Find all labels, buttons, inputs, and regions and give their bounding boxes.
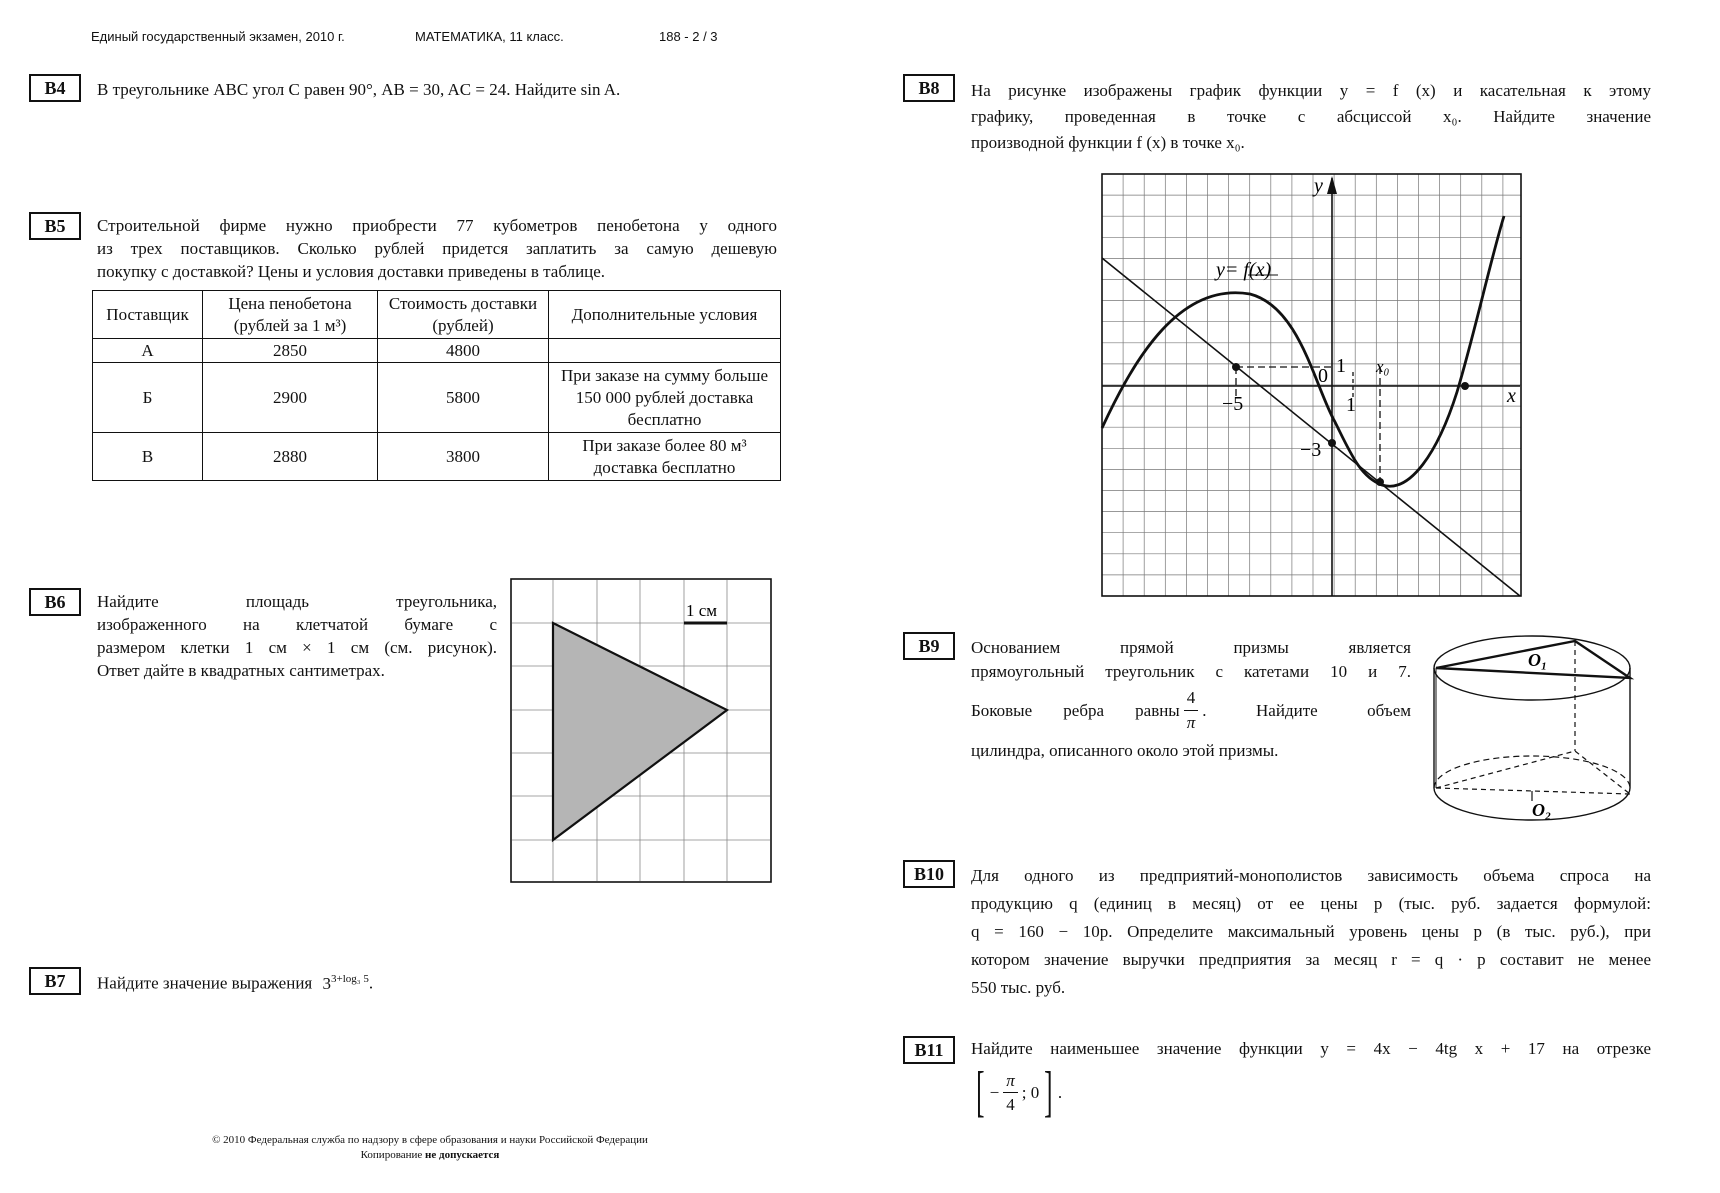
b6-line: размером клетки 1 см × 1 см (см. рисунок). bbox=[97, 638, 497, 657]
b9-text bbox=[971, 636, 1411, 763]
task-label-b8: B8 bbox=[903, 74, 955, 102]
b8-tick-neg5: −5 bbox=[1222, 393, 1244, 415]
bracket-left-icon: [ bbox=[976, 1061, 985, 1123]
footer-copy-notice bbox=[150, 1149, 710, 1161]
task-label-b9: B9 bbox=[903, 632, 955, 660]
header-page: 188 - 2 / 3 bbox=[659, 29, 718, 44]
b10-line: Для одного из предприятий-монополистов зависимость объема спроса на bbox=[971, 866, 1651, 885]
b6-grid-figure bbox=[510, 578, 772, 883]
task-label-b4: B4 bbox=[29, 74, 81, 102]
table-cell: В bbox=[93, 433, 203, 481]
b5-line: Строительной фирме нужно приобрести 77 кубометров пенобетона у одного bbox=[97, 216, 777, 235]
b11-fraction bbox=[1003, 1069, 1018, 1116]
b10-line: котором значение выручки предприятия за месяц r = q · p составит не менее bbox=[971, 950, 1651, 969]
b11-interval-right: ; 0 bbox=[1021, 1082, 1040, 1102]
b6-line: Ответ дайте в квадратных сантиметрах. bbox=[97, 661, 385, 680]
b11-tail: . bbox=[1057, 1082, 1063, 1102]
b6-text bbox=[97, 590, 497, 682]
task-label-b11: B11 bbox=[903, 1036, 955, 1064]
b7-question: Найдите значение выражения bbox=[97, 973, 313, 993]
task-label-b5: B5 bbox=[29, 212, 81, 240]
b9-o1-label: O₁ bbox=[1528, 650, 1548, 670]
b11-frac-den: 4 bbox=[1006, 1094, 1015, 1114]
table-cell: 3800 bbox=[378, 433, 549, 481]
footer-copy-bold: не допускается bbox=[425, 1149, 500, 1161]
b8-line: графику, проведенная в точке с абсциссой x₀. Найдите значение bbox=[971, 107, 1651, 126]
b4-text: В треугольнике ABC угол C равен 90°, AB = 30, AC = 24. Найдите sin A. bbox=[97, 80, 621, 99]
table-cell bbox=[549, 339, 781, 363]
table-cell: 2850 bbox=[203, 339, 378, 363]
table-cell: 2880 bbox=[203, 433, 378, 481]
b10-line: q = 160 − 10p. Определите максимальный уровень цены p (в тыс. руб.), при bbox=[971, 922, 1651, 941]
b7-text bbox=[97, 968, 373, 995]
table-cell: 2900 bbox=[203, 363, 378, 433]
table-row bbox=[93, 433, 781, 481]
b9-frac-num: 4 bbox=[1184, 686, 1199, 711]
task-label-b10: B10 bbox=[903, 860, 955, 888]
b10-text bbox=[971, 862, 1651, 1002]
b6-line: Найдите площадь треугольника, bbox=[97, 592, 497, 611]
b10-line: 550 тыс. руб. bbox=[971, 978, 1066, 997]
b11-interval-sign: − bbox=[989, 1082, 1000, 1102]
table-cell: 4800 bbox=[378, 339, 549, 363]
b11-interval bbox=[971, 1061, 1651, 1123]
b8-line: На рисунке изображены график функции y = f (x) и касательная к этому bbox=[971, 81, 1651, 100]
b8-y-arrow bbox=[1327, 176, 1337, 194]
b9-line: Основанием прямой призмы является bbox=[971, 638, 1411, 657]
table-header: Поставщик bbox=[93, 291, 203, 339]
b8-origin: 0 bbox=[1318, 365, 1328, 387]
b9-line3a: Боковые ребра равны bbox=[971, 700, 1180, 720]
b8-y-label: y bbox=[1314, 175, 1323, 197]
b9-line3b: . Найдите объем bbox=[1202, 700, 1411, 720]
table-cell: При заказе более 80 м³ доставка бесплатно bbox=[549, 433, 781, 481]
b11-line: Найдите наименьшее значение функции y = 4x − 4tg x + 17 на отрезке bbox=[971, 1039, 1651, 1058]
price-table bbox=[92, 290, 781, 481]
b9-line3 bbox=[971, 686, 1411, 735]
footer-copy-prefix: Копирование bbox=[360, 1149, 423, 1161]
table-header: Цена пенобетона (рублей за 1 м³) bbox=[203, 291, 378, 339]
b6-line: изображенного на клетчатой бумаге с bbox=[97, 615, 497, 634]
b11-text bbox=[971, 1037, 1651, 1123]
b9-cylinder-figure bbox=[1430, 626, 1635, 836]
b9-frac-den: π bbox=[1186, 713, 1196, 732]
b11-frac-num: π bbox=[1003, 1069, 1018, 1093]
header-subject: МАТЕМАТИКА, 11 класс. bbox=[415, 29, 564, 44]
table-cell: Б bbox=[93, 363, 203, 433]
table-row bbox=[93, 339, 781, 363]
b8-function-graph bbox=[1100, 172, 1525, 600]
task-label-b7: B7 bbox=[29, 967, 81, 995]
b8-tick-neg3: −3 bbox=[1300, 439, 1322, 461]
b9-o2-label: O₂ bbox=[1532, 800, 1552, 820]
b7-exponent: 3+log₃ 5 bbox=[330, 973, 369, 985]
footer-copyright: © 2010 Федеральная служба по надзору в сфере образования и науки Российской Федерации bbox=[212, 1134, 648, 1146]
b5-line: из трех поставщиков. Сколько рублей придется заплатить за самую дешевую bbox=[97, 239, 777, 258]
b5-line: покупку с доставкой? Цены и условия доставки приведены в таблице. bbox=[97, 262, 606, 281]
task-label-b6: B6 bbox=[29, 588, 81, 616]
table-row bbox=[93, 363, 781, 433]
bracket-right-icon: ] bbox=[1044, 1061, 1053, 1123]
b7-tail: . bbox=[368, 973, 374, 993]
table-cell: А bbox=[93, 339, 203, 363]
b7-base: 3 bbox=[322, 973, 331, 993]
table-header: Дополнительные условия bbox=[549, 291, 781, 339]
b8-x-label: x bbox=[1507, 385, 1516, 407]
b9-line: цилиндра, описанного около этой призмы. bbox=[971, 741, 1279, 760]
b8-curve-label: y= f(x) bbox=[1216, 259, 1272, 281]
b8-tick-1: 1 bbox=[1336, 355, 1346, 377]
b9-line: прямоугольный треугольник с катетами 10 и 7. bbox=[971, 662, 1411, 681]
table-header: Стоимость доставки (рублей) bbox=[378, 291, 549, 339]
table-cell: 5800 bbox=[378, 363, 549, 433]
b9-fraction bbox=[1184, 686, 1199, 735]
b8-tick-1x: 1 bbox=[1346, 394, 1356, 416]
b5-text bbox=[97, 214, 777, 283]
b8-line: производной функции f (x) в точке x₀. bbox=[971, 133, 1245, 152]
header-exam: Единый государственный экзамен, 2010 г. bbox=[91, 29, 345, 44]
b6-scale-label: 1 см bbox=[686, 601, 718, 620]
table-header-row bbox=[93, 291, 781, 339]
b10-line: продукцию q (единиц в месяц) от ее цены p (тыс. руб. задается формулой: bbox=[971, 894, 1651, 913]
b8-text bbox=[971, 78, 1651, 156]
b8-x0-label: x₀ bbox=[1376, 357, 1390, 376]
table-cell: При заказе на сумму больше 150 000 рублей доставка бесплатно bbox=[549, 363, 781, 433]
